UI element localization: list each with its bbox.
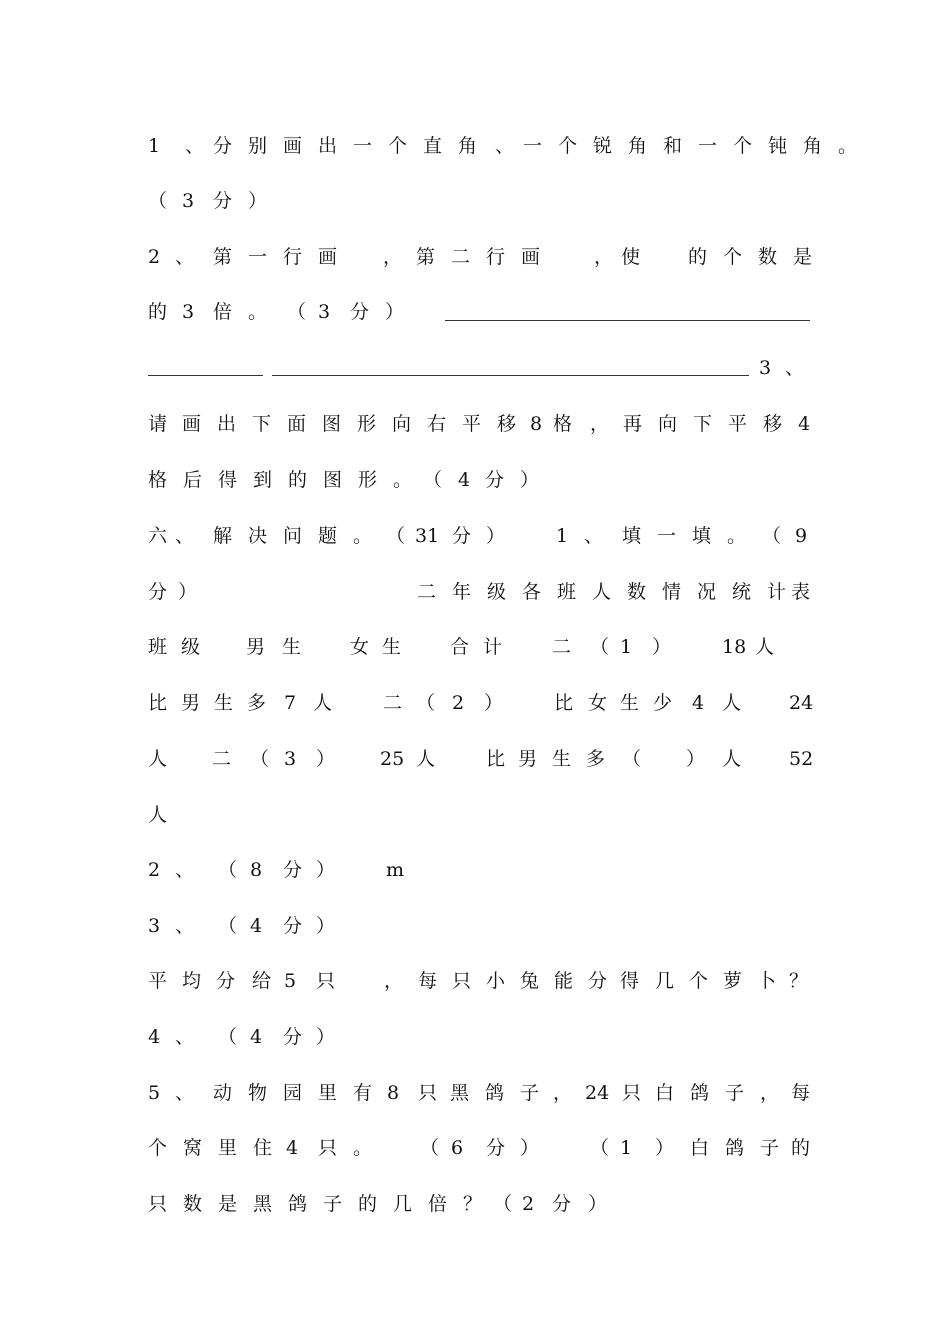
text-char: 只 <box>622 1082 642 1104</box>
text-char: 直 <box>423 135 443 157</box>
text-char: 1 <box>620 636 633 658</box>
text-char: 黑 <box>253 1193 273 1215</box>
text-char: （ <box>218 915 238 937</box>
text-char: 生 <box>282 636 302 658</box>
text-char: 第 <box>213 246 233 268</box>
text-char: ， <box>383 246 403 268</box>
text-char: 和 <box>663 135 683 157</box>
text-char: 。 <box>727 525 747 547</box>
text-char: 、 <box>785 357 805 379</box>
text-line <box>0 462 950 498</box>
text-line <box>0 908 950 944</box>
text-line <box>0 1186 950 1222</box>
text-char: 移 <box>497 413 517 435</box>
text-char: 图 <box>322 413 342 435</box>
text-char: （ <box>762 525 782 547</box>
text-char: 4 <box>286 1137 299 1159</box>
text-char: 只 <box>452 970 472 992</box>
text-char: 二 <box>383 692 403 714</box>
text-char: 的 <box>791 1137 811 1159</box>
text-char: 画 <box>318 246 338 268</box>
text-char: 角 <box>628 135 648 157</box>
text-char: 8 <box>530 413 543 435</box>
text-char: 多 <box>586 748 606 770</box>
text-char: 1 <box>620 1137 633 1159</box>
text-char: 3 <box>284 748 297 770</box>
text-char: （ <box>386 525 406 547</box>
text-char: 8 <box>250 859 263 881</box>
text-char: 画 <box>283 135 303 157</box>
text-char: 二 <box>212 748 232 770</box>
text-char: 面 <box>287 413 307 435</box>
text-char: 子 <box>520 1082 540 1104</box>
text-line <box>0 685 950 721</box>
text-char: （ <box>420 1137 440 1159</box>
text-char: 只 <box>316 970 336 992</box>
text-char: 1 <box>556 525 569 547</box>
text-char: 小 <box>486 970 506 992</box>
text-char: ） <box>316 1026 336 1048</box>
text-char: 人 <box>722 692 742 714</box>
text-char: 男 <box>518 748 538 770</box>
text-char: 数 <box>758 246 778 268</box>
text-char: 园 <box>283 1082 303 1104</box>
text-char: 子 <box>760 1137 780 1159</box>
text-char: ） <box>248 190 268 212</box>
text-line <box>0 294 950 330</box>
text-char: 2 <box>452 692 465 714</box>
text-char: ） <box>655 1137 675 1159</box>
text-char: 只 <box>318 1137 338 1159</box>
text-char: 级 <box>487 581 507 603</box>
text-char: 人 <box>313 692 333 714</box>
text-line <box>0 1130 950 1166</box>
text-char: 4 <box>458 469 471 491</box>
text-char: 个 <box>148 1137 168 1159</box>
text-char: ？ <box>463 1193 483 1215</box>
text-char: 鸽 <box>725 1137 745 1159</box>
text-char: 统 <box>732 581 752 603</box>
text-char: 填 <box>622 525 642 547</box>
text-char: 二 <box>417 581 437 603</box>
text-char: 住 <box>253 1137 273 1159</box>
text-char: 只 <box>148 1193 168 1215</box>
text-char: 少 <box>653 692 673 714</box>
text-char: ） <box>316 748 336 770</box>
text-char: 子 <box>323 1193 343 1215</box>
text-char: 一 <box>523 135 543 157</box>
text-char: 平 <box>462 413 482 435</box>
text-char: 3 <box>182 190 195 212</box>
text-char: 向 <box>392 413 412 435</box>
text-char: 表 <box>791 581 811 603</box>
text-char: 形 <box>358 469 378 491</box>
text-char: 个 <box>558 135 578 157</box>
text-char: （ <box>250 748 270 770</box>
text-char: 24 <box>789 692 814 714</box>
text-char: 六 <box>148 525 168 547</box>
text-char: 右 <box>427 413 447 435</box>
text-char: 只 <box>418 1082 438 1104</box>
text-char: 兔 <box>520 970 540 992</box>
text-char: 4 <box>148 1026 161 1048</box>
text-char: 人 <box>592 581 612 603</box>
text-char: 分 <box>216 970 236 992</box>
text-char: 男 <box>246 636 266 658</box>
text-char: 、 <box>175 859 195 881</box>
text-char: 数 <box>183 1193 203 1215</box>
text-char: 人 <box>755 636 775 658</box>
text-char: 一 <box>698 135 718 157</box>
text-char: 、 <box>185 135 205 157</box>
text-char: 的 <box>288 469 308 491</box>
text-line <box>0 350 950 386</box>
text-char: 18 <box>722 636 747 658</box>
text-char: 得 <box>218 469 238 491</box>
text-char: 24 <box>585 1082 610 1104</box>
text-char: （ <box>416 692 436 714</box>
text-char: 里 <box>218 1137 238 1159</box>
answer-blank-line <box>272 375 749 376</box>
text-char: 人 <box>416 748 436 770</box>
answer-blank-line <box>445 320 810 321</box>
text-char: 几 <box>393 1193 413 1215</box>
text-char: 钝 <box>768 135 788 157</box>
text-char: （ <box>218 1026 238 1048</box>
text-char: 二 <box>552 636 572 658</box>
text-line <box>0 1075 950 1111</box>
text-char: 一 <box>657 525 677 547</box>
text-line <box>0 406 950 442</box>
text-char: 个 <box>733 135 753 157</box>
text-char: 8 <box>387 1082 400 1104</box>
text-char: 年 <box>452 581 472 603</box>
text-char: 角 <box>458 135 478 157</box>
text-char: 生 <box>620 692 640 714</box>
text-char: 个 <box>388 135 408 157</box>
text-char: ） <box>686 748 706 770</box>
text-char: 里 <box>318 1082 338 1104</box>
text-char: 萝 <box>723 970 743 992</box>
text-char: 合 <box>450 636 470 658</box>
text-char: 题 <box>318 525 338 547</box>
text-char: 4 <box>798 413 811 435</box>
text-char: 人 <box>722 748 742 770</box>
text-char: 平 <box>148 970 168 992</box>
text-char: 男 <box>181 692 201 714</box>
text-char: 生 <box>382 636 402 658</box>
text-char: 、 <box>495 135 515 157</box>
text-char: 、 <box>584 525 604 547</box>
text-char: 二 <box>451 246 471 268</box>
text-char: ， <box>590 413 610 435</box>
text-line <box>0 518 950 554</box>
text-char: 7 <box>284 692 297 714</box>
text-char: 3 <box>148 915 161 937</box>
text-char: 下 <box>252 413 272 435</box>
text-char: 计 <box>767 581 787 603</box>
text-char: 是 <box>218 1193 238 1215</box>
text-char: （ <box>622 748 642 770</box>
text-char: 比 <box>148 692 168 714</box>
text-char: 格 <box>553 413 573 435</box>
text-char: 倍 <box>428 1193 448 1215</box>
text-char: 3 <box>759 357 772 379</box>
text-line <box>0 1019 950 1055</box>
text-char: 有 <box>353 1082 373 1104</box>
text-char: 班 <box>148 636 168 658</box>
text-char: 黑 <box>450 1082 470 1104</box>
text-char: 出 <box>318 135 338 157</box>
text-char: 情 <box>662 581 682 603</box>
text-char: 。 <box>353 1137 373 1159</box>
text-char: 一 <box>248 246 268 268</box>
text-char: 2 <box>522 1193 535 1215</box>
text-char: 给 <box>252 970 272 992</box>
text-char: 的 <box>688 246 708 268</box>
text-char: 比 <box>486 748 506 770</box>
text-char: 形 <box>357 413 377 435</box>
text-char: 决 <box>248 525 268 547</box>
text-char: 请 <box>148 413 168 435</box>
text-char: 分 <box>350 301 370 323</box>
text-char: 问 <box>283 525 303 547</box>
text-char: ， <box>384 970 404 992</box>
text-char: 分 <box>283 1026 303 1048</box>
text-char: 人 <box>148 748 168 770</box>
text-char: 平 <box>728 413 748 435</box>
text-char: （ <box>423 469 443 491</box>
text-line <box>0 852 950 888</box>
text-char: 人 <box>148 804 168 826</box>
text-char: ， <box>760 1082 780 1104</box>
text-char: 、 <box>175 1026 195 1048</box>
text-char: 后 <box>183 469 203 491</box>
text-char: 、 <box>175 525 195 547</box>
text-line <box>0 128 950 164</box>
text-char: 行 <box>486 246 506 268</box>
text-char: 4 <box>250 915 263 937</box>
text-char: 填 <box>692 525 712 547</box>
text-char: 能 <box>554 970 574 992</box>
text-char: 卜 <box>757 970 777 992</box>
text-char: 计 <box>483 636 503 658</box>
text-char: 、 <box>175 915 195 937</box>
answer-blank-line <box>148 375 263 376</box>
text-char: ） <box>178 581 198 603</box>
text-char: 3 <box>318 301 331 323</box>
text-char: 白 <box>655 1082 675 1104</box>
text-char: 。 <box>248 301 268 323</box>
text-char: 是 <box>793 246 813 268</box>
text-char: （ <box>218 859 238 881</box>
text-line <box>0 239 950 275</box>
text-char: 格 <box>148 469 168 491</box>
text-char: 动 <box>213 1082 233 1104</box>
text-char: 分 <box>213 135 233 157</box>
text-char: 班 <box>557 581 577 603</box>
text-char: m <box>386 859 405 881</box>
text-char: 再 <box>623 413 643 435</box>
text-char: ） <box>588 1193 608 1215</box>
text-char: 1 <box>148 135 161 157</box>
text-char: 分 <box>486 1137 506 1159</box>
text-line <box>0 629 950 665</box>
text-line <box>0 963 950 999</box>
text-char: 鸽 <box>690 1082 710 1104</box>
text-char: 每 <box>791 1082 811 1104</box>
text-char: 鸽 <box>485 1082 505 1104</box>
text-char: 子 <box>725 1082 745 1104</box>
text-char: 个 <box>723 246 743 268</box>
text-char: 向 <box>658 413 678 435</box>
text-char: ） <box>520 469 540 491</box>
text-char: 分 <box>283 915 303 937</box>
text-char: 分 <box>452 525 472 547</box>
text-char: 比 <box>554 692 574 714</box>
text-char: 到 <box>253 469 273 491</box>
text-char: 个 <box>689 970 709 992</box>
text-char: 52 <box>789 748 814 770</box>
text-char: 图 <box>323 469 343 491</box>
text-char: 的 <box>148 301 168 323</box>
text-char: 多 <box>247 692 267 714</box>
text-char: 生 <box>214 692 234 714</box>
text-char: ） <box>385 301 405 323</box>
text-char: 女 <box>350 636 370 658</box>
text-char: 2 <box>148 859 161 881</box>
text-char: 况 <box>697 581 717 603</box>
text-char: 锐 <box>593 135 613 157</box>
text-char: 移 <box>763 413 783 435</box>
text-char: 2 <box>148 246 161 268</box>
text-char: 分 <box>213 190 233 212</box>
text-char: 鸽 <box>288 1193 308 1215</box>
text-line <box>0 797 950 833</box>
text-line <box>0 183 950 219</box>
text-char: 生 <box>552 748 572 770</box>
text-char: 。 <box>393 469 413 491</box>
text-char: ？ <box>789 970 809 992</box>
text-char: 倍 <box>213 301 233 323</box>
text-char: （ <box>493 1193 513 1215</box>
text-char: 女 <box>588 692 608 714</box>
text-char: 5 <box>284 970 297 992</box>
text-char: 3 <box>182 301 195 323</box>
text-char: 6 <box>451 1137 464 1159</box>
text-char: ） <box>652 636 672 658</box>
text-char: 分 <box>148 581 168 603</box>
text-char: （ <box>590 636 610 658</box>
text-char: 均 <box>182 970 202 992</box>
text-char: 角 <box>803 135 823 157</box>
text-char: 第 <box>416 246 436 268</box>
text-char: 分 <box>485 469 505 491</box>
text-char: ） <box>484 692 504 714</box>
text-char: 25 <box>380 748 405 770</box>
text-char: 出 <box>217 413 237 435</box>
text-char: 。 <box>838 135 858 157</box>
text-char: （ <box>287 301 307 323</box>
text-char: 画 <box>182 413 202 435</box>
text-char: 白 <box>690 1137 710 1159</box>
text-char: 分 <box>588 970 608 992</box>
text-char: 4 <box>250 1026 263 1048</box>
text-char: 、 <box>175 1082 195 1104</box>
text-char: ， <box>594 246 614 268</box>
text-char: 4 <box>692 692 705 714</box>
text-char: （ <box>148 190 168 212</box>
text-char: 几 <box>655 970 675 992</box>
text-char: 得 <box>620 970 640 992</box>
text-char: 下 <box>693 413 713 435</box>
text-char: 31 <box>415 525 440 547</box>
text-char: 。 <box>353 525 373 547</box>
text-char: 数 <box>627 581 647 603</box>
text-char: ） <box>316 915 336 937</box>
text-char: 的 <box>358 1193 378 1215</box>
text-char: ） <box>486 525 506 547</box>
text-char: 一 <box>353 135 373 157</box>
text-char: 别 <box>248 135 268 157</box>
text-char: 、 <box>175 246 195 268</box>
text-char: 每 <box>418 970 438 992</box>
text-char: 9 <box>795 525 808 547</box>
text-char: 使 <box>621 246 641 268</box>
text-char: 分 <box>552 1193 572 1215</box>
text-char: 物 <box>248 1082 268 1104</box>
text-char: 分 <box>283 859 303 881</box>
text-char: 级 <box>181 636 201 658</box>
text-char: ， <box>553 1082 573 1104</box>
text-char: 画 <box>521 246 541 268</box>
text-char: 5 <box>148 1082 161 1104</box>
text-char: ） <box>520 1137 540 1159</box>
text-char: 窝 <box>183 1137 203 1159</box>
text-line <box>0 741 950 777</box>
text-char: 行 <box>283 246 303 268</box>
text-char: 解 <box>213 525 233 547</box>
text-char: ） <box>316 859 336 881</box>
text-line <box>0 574 950 610</box>
text-char: 各 <box>522 581 542 603</box>
text-char: （ <box>590 1137 610 1159</box>
